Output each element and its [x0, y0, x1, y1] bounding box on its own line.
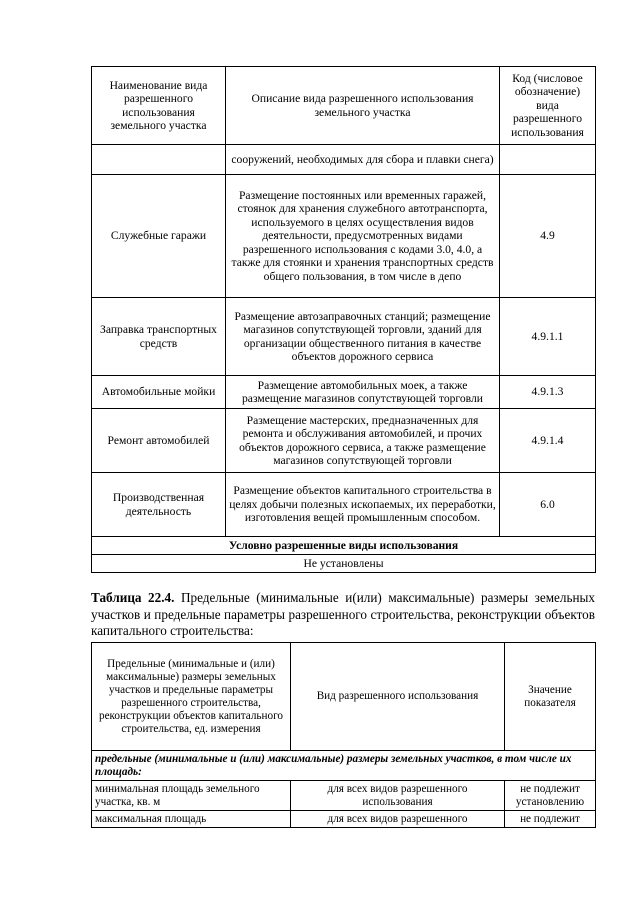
land-plot-sizes-title: предельные (минимальные и (или) максимальные) размеры земельных участков, в том числе их площадь: [92, 751, 596, 781]
row-use-type: для всех видов разрешенного [291, 811, 505, 828]
row-value: не подлежит установлению [505, 781, 596, 811]
header-value: Значение показателя [505, 643, 596, 751]
table-row [92, 473, 596, 537]
table-caption [91, 590, 595, 640]
table-row [92, 298, 596, 376]
row-description: Размещение автомобильных моек, а также размещение магазинов сопутствующей торговли [226, 376, 500, 409]
table-row [92, 409, 596, 473]
row-use-type: для всех видов разрешенного использования [291, 781, 505, 811]
conditional-uses-value: Не установлены [92, 555, 596, 573]
header-parameter: Предельные (минимальные и (или) максимальные) размеры земельных участков и предельные параметры разрешенного строительства, реконструкции объектов капитального строительства, ед. измерения [92, 643, 291, 751]
header-use-code: Код (числовое обозначение) вида разрешенного использования [500, 67, 596, 145]
conditional-uses-title: Условно разрешенные виды использования [92, 537, 596, 555]
row-description: Размещение постоянных или временных гаражей, стоянок для хранения служебного автотранспорта, используемого в целях осуществления видов деятельности, предусмотренных видами разрешенного использования с кодами 3.0, 4.0, а также для стоянки и хранения транспортных средств общего пользования, в том числе в депо [226, 175, 500, 298]
row-code: 4.9.1.1 [500, 298, 596, 376]
row-code: 6.0 [500, 473, 596, 537]
section-value-row [92, 555, 596, 573]
caption-label: Таблица 22.4. [91, 590, 175, 605]
row-parameter: минимальная площадь земельного участка, кв. м [92, 781, 291, 811]
table-header-row [92, 643, 596, 751]
table-header-row [92, 67, 596, 145]
row-value: не подлежит [505, 811, 596, 828]
header-use-name: Наименование вида разрешенного использования земельного участка [92, 67, 226, 145]
table-row [92, 781, 596, 811]
row-code: 4.9 [500, 175, 596, 298]
land-use-table [91, 66, 596, 573]
row-code: 4.9.1.3 [500, 376, 596, 409]
table-row [92, 175, 596, 298]
row-description: Размещение автозаправочных станций; размещение магазинов сопутствующей торговли, зданий для организации общественного питания в качестве объектов дорожного сервиса [226, 298, 500, 376]
row-description: Размещение мастерских, предназначенных для ремонта и обслуживания автомобилей, и прочих объектов дорожного сервиса, а также размещение магазинов сопутствующей торговли [226, 409, 500, 473]
header-use-description: Описание вида разрешенного использования земельного участка [226, 67, 500, 145]
row-name: Заправка транспортных средств [92, 298, 226, 376]
section-header-row [92, 751, 596, 781]
table-row [92, 811, 596, 828]
row-code: 4.9.1.4 [500, 409, 596, 473]
section-header-row [92, 537, 596, 555]
row-name: Служебные гаражи [92, 175, 226, 298]
row-description: сооружений, необходимых для сбора и плавки снега) [226, 145, 500, 175]
row-code [500, 145, 596, 175]
row-name: Ремонт автомобилей [92, 409, 226, 473]
row-name: Производственная деятельность [92, 473, 226, 537]
table-row [92, 376, 596, 409]
row-name [92, 145, 226, 175]
table-row [92, 145, 596, 175]
row-name: Автомобильные мойки [92, 376, 226, 409]
caption-text: Предельные (минимальные и(или) максимальные) размеры земельных участков и предельные параметры разрешенного строительства, реконструкции объектов капитального строительства: [91, 590, 596, 638]
row-description: Размещение объектов капитального строительства в целях добычи полезных ископаемых, их переработки, изготовления вещей промышленным способом. [226, 473, 500, 537]
header-use-type: Вид разрешенного использования [291, 643, 505, 751]
parameters-table [91, 642, 596, 828]
row-parameter: максимальная площадь [92, 811, 291, 828]
